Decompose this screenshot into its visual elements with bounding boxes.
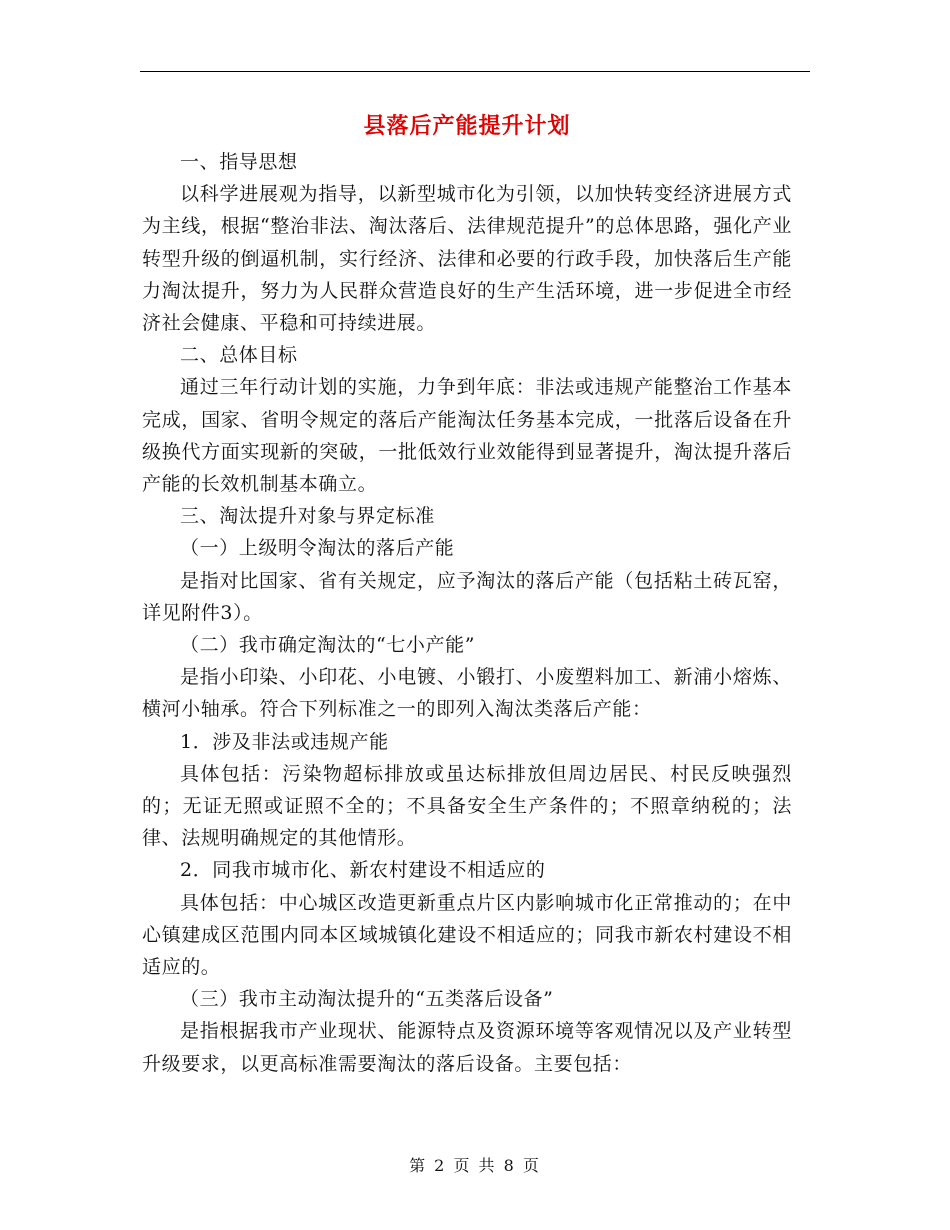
- subsection-heading-3: （三）我市主动淘汰提升的“五类落后设备”: [180, 988, 554, 1011]
- item-heading-2: 2．同我市城市化、新农村建设不相适应的: [180, 859, 546, 882]
- paragraph-overall-goal: 通过三年行动计划的实施，力争到年底：非法或违规产能整治工作基本完成，国家、省明令规定的落后产能淘汰任务基本完成，一批落后设备在升级换代方面实现新的突破，一批低效行业效能得到显著提升，淘汰提升落后产能的长效机制基本确立。: [142, 376, 792, 496]
- document-body: [142, 106, 792, 1080]
- paragraph-item-1: 具体包括：污染物超标排放或虽达标排放但周边居民、村民反映强烈的；无证无照或证照不全的；不具备安全生产条件的；不照章纳税的；法律、法规明确规定的其他情形。: [142, 762, 792, 850]
- paragraph-subsection-3: 是指根据我市产业现状、能源特点及资源环境等客观情况以及产业转型升级要求，以更高标准需要淘汰的落后设备。主要包括：: [142, 1020, 792, 1075]
- paragraph-subsection-1: 是指对比国家、省有关规定，应予淘汰的落后产能（包括粘土砖瓦窑，详见附件3）。: [142, 569, 792, 624]
- section-heading-overall-goal: 二、总体目标: [180, 344, 298, 367]
- item-heading-1: 1．涉及非法或违规产能: [180, 730, 389, 753]
- paragraph-item-2: 具体包括：中心城区改造更新重点片区内影响城市化正常推动的；在中心镇建成区范围内同本区域城镇化建设不相适应的；同我市新农村建设不相适应的。: [142, 891, 792, 979]
- section-heading-guiding-ideology: 一、指导思想: [180, 151, 298, 173]
- document-title: 县落后产能提升计划: [363, 113, 571, 139]
- subsection-heading-1: （一）上级明令淘汰的落后产能: [180, 537, 455, 560]
- paragraph-guiding-ideology: 以科学进展观为指导，以新型城市化为引领，以加快转变经济进展方式为主线，根据“整治非法、淘汰落后、法律规范提升”的总体思路，强化产业转型升级的倒逼机制，实行经济、法律和必要的行政手段，加快落后生产能力淘汰提升，努力为人民群众营造良好的生产生活环境，进一步促进全市经济社会健康、平稳和可持续进展。: [142, 183, 792, 335]
- subsection-heading-2: （二）我市确定淘汰的“七小产能”: [180, 634, 476, 657]
- paragraph-subsection-2: 是指小印染、小印花、小电镀、小锻打、小废塑料加工、新浦小熔炼、横河小轴承。符合下列标准之一的即列入淘汰类落后产能：: [142, 666, 792, 721]
- section-heading-targets-standards: 三、淘汰提升对象与界定标准: [180, 505, 435, 528]
- header-rule: [140, 71, 810, 72]
- page-number-footer: 第 2 页 共 8 页: [409, 1156, 541, 1175]
